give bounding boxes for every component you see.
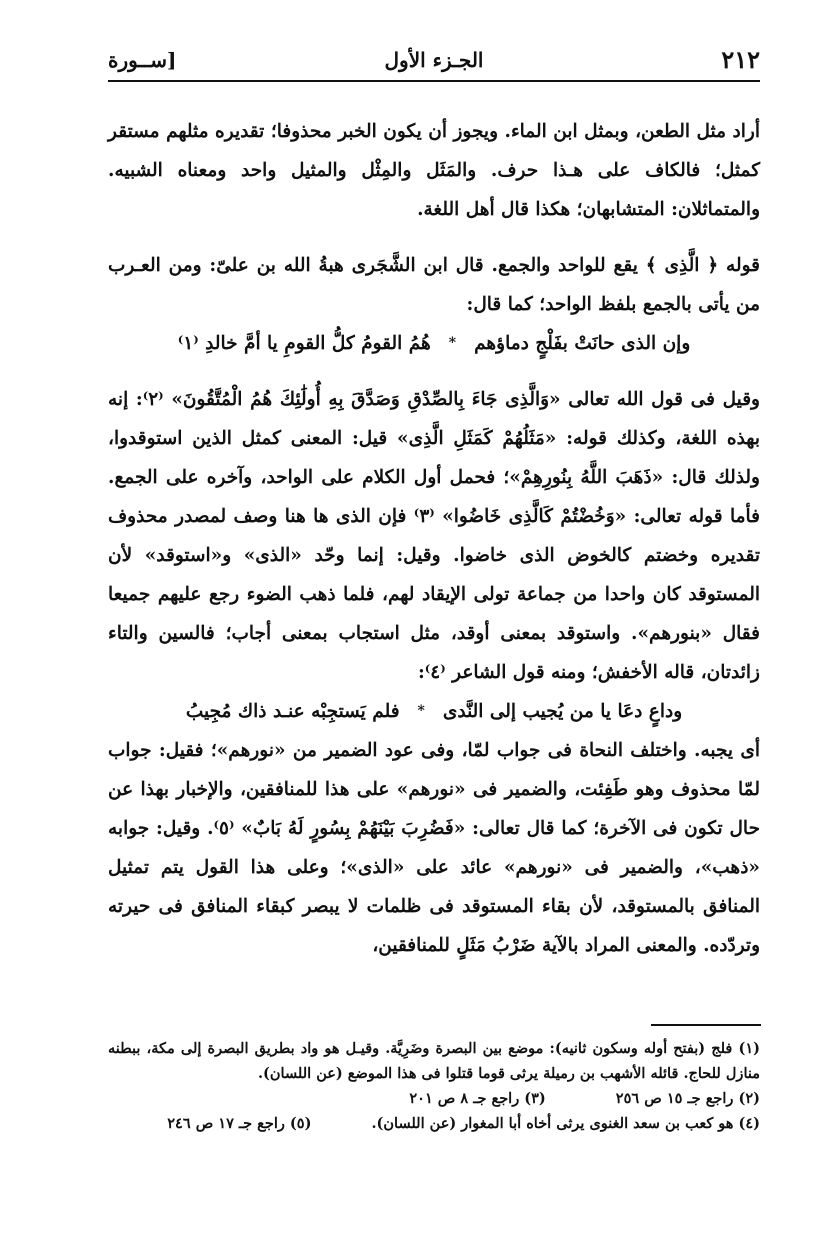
main-text — [108, 112, 760, 965]
surah-running-head: [ســورة — [108, 48, 177, 72]
poetry-verse-1 — [108, 324, 760, 363]
verse-separator: * — [448, 335, 457, 351]
footnote-row-2-3 — [108, 1086, 760, 1111]
footnote-rule — [651, 1024, 761, 1026]
footnote-row-4-5 — [108, 1111, 760, 1136]
header-rule — [108, 80, 760, 82]
verse-separator: * — [417, 703, 425, 719]
verse-1-second-hemistich: هُمُ القومُ كلُّ القومِ يا أمَّ خالدِ ⁽١⁾ — [177, 333, 431, 354]
paragraph-2: قوله ﴿ الَّذِى ﴾ يقع للواحد والجمع. قال ابن الشَّجَرى هبةُ الله بن علىّ: ومن العـرب من يأتى بالجمع بلفظ الواحد؛ كما قال: — [108, 255, 760, 315]
paragraph-3: وقيل فى قول الله تعالى «وَالَّذِى جَاءَ بِالصِّدْقِ وَصَدَّقَ بِهِ أُولَٰئِكَ هُمُ الْمُتَّقُونَ» ⁽٢⁾: إنه بهذه اللغة، وكذلك قوله: «مَثَلُهُمْ كَمَثَلِ الَّذِى» قيل: المعنى كمثل الذين استوقدوا، ولذلك قال: «ذَهَبَ اللَّهُ بِنُورِهِمْ»؛ فحمل أول الكلام على الواحد، وآخره على الجمع. فأما قوله تعالى: «وَخُضْتُمْ كَالَّذِى خَاضُوا» ⁽٣⁾ فإن الذى ها هنا وصف لمصدر محذوف تقديره وخضتم كالخوض الذى خاضوا. وقيل: إنما وحّد «الذى» و«استوقد» لأن المستوقد كان واحدا من جماعة تولى الإيقاد لهم، فلما ذهب الضوء رجع عليهم جميعا فقال «بنورهم». واستوقد بمعنى أوقد، مثل استجاب بمعنى أجاب؛ فالسين والتاء زائدتان، قاله الأخفش؛ ومنه قول الشاعر ⁽٤⁾: — [108, 389, 761, 683]
page-number: ٢١٢ — [721, 45, 760, 74]
verse-1-first-hemistich: وإن الذى حانَتْ بفَلْجٍ دماؤهم — [474, 333, 691, 354]
part-title: الجـزء الأول — [384, 48, 484, 72]
footnote-3: (٣) راجع جـ ٨ ص ٢٠١ — [409, 1090, 546, 1107]
verse-2-first-hemistich: وداعٍ دعَا يا من يُجيب إلى النَّدى — [442, 701, 683, 722]
footnote-5: (٥) راجع جـ ١٧ ص ٢٤٦ — [167, 1115, 312, 1132]
poetry-verse-2 — [108, 692, 760, 731]
footnotes — [108, 1036, 760, 1136]
paragraph-1: أراد مثل الطعن، وبمثل ابن الماء. ويجوز أن يكون الخبر محذوفا؛ تقديره مثلهم مستقر كمثل؛ فالكاف على هـذا حرف. والمَثَل والمِثْل والمثيل واحد ومعناه الشبيه. والمتماثلان: المتشابهان؛ هكذا قال أهل اللغة. — [108, 121, 760, 220]
footnote-4: (٤) هو كعب بن سعد الغنوى يرثى أخاه أبا المغوار (عن اللسان). — [371, 1115, 760, 1132]
footnote-1: (١) فلج (بفتح أوله وسكون ثانيه): موضع بين البصرة وضَرِيَّة. وقيـل هو واد بطريق البصرة إلى مكة، ببطنه منازل للحاج. قائله الأشهب بن رميلة يرثى قوما قتلوا فى هذا الموضع (عن اللسان). — [108, 1040, 760, 1082]
paragraph-4: أى يجبه. واختلف النحاة فى جواب لمّا، وفى عود الضمير من «نورهم»؛ فقيل: جواب لمّا محذوف وهو طَفِئت، والضمير فى «نورهم» على هذا للمنافقين، والإخبار بهذا عن حال تكون فى الآخرة؛ كما قال تعالى: «فَضُرِبَ بَيْنَهُمْ بِسُورٍ لَهُ بَابٌ» ⁽٥⁾. وقيل: جوابه «ذهب»، والضمير فى «نورهم» عائد على «الذى»؛ وعلى هذا القول يتم تمثيل المنافق بالمستوقد، لأن بقاء المستوقد فى ظلمات لا يبصر كبقاء المنافق فى حيرته وتردّده. والمعنى المراد بالآية ضَرْبُ مَثَلٍ للمنافقين، — [108, 740, 761, 956]
verse-2-second-hemistich: فلم يَستجِبْه عنـد ذاك مُجِيبُ — [185, 701, 400, 722]
page-header — [108, 40, 760, 80]
footnote-2: (٢) راجع جـ ١٥ ص ٢٥٦ — [615, 1090, 760, 1107]
